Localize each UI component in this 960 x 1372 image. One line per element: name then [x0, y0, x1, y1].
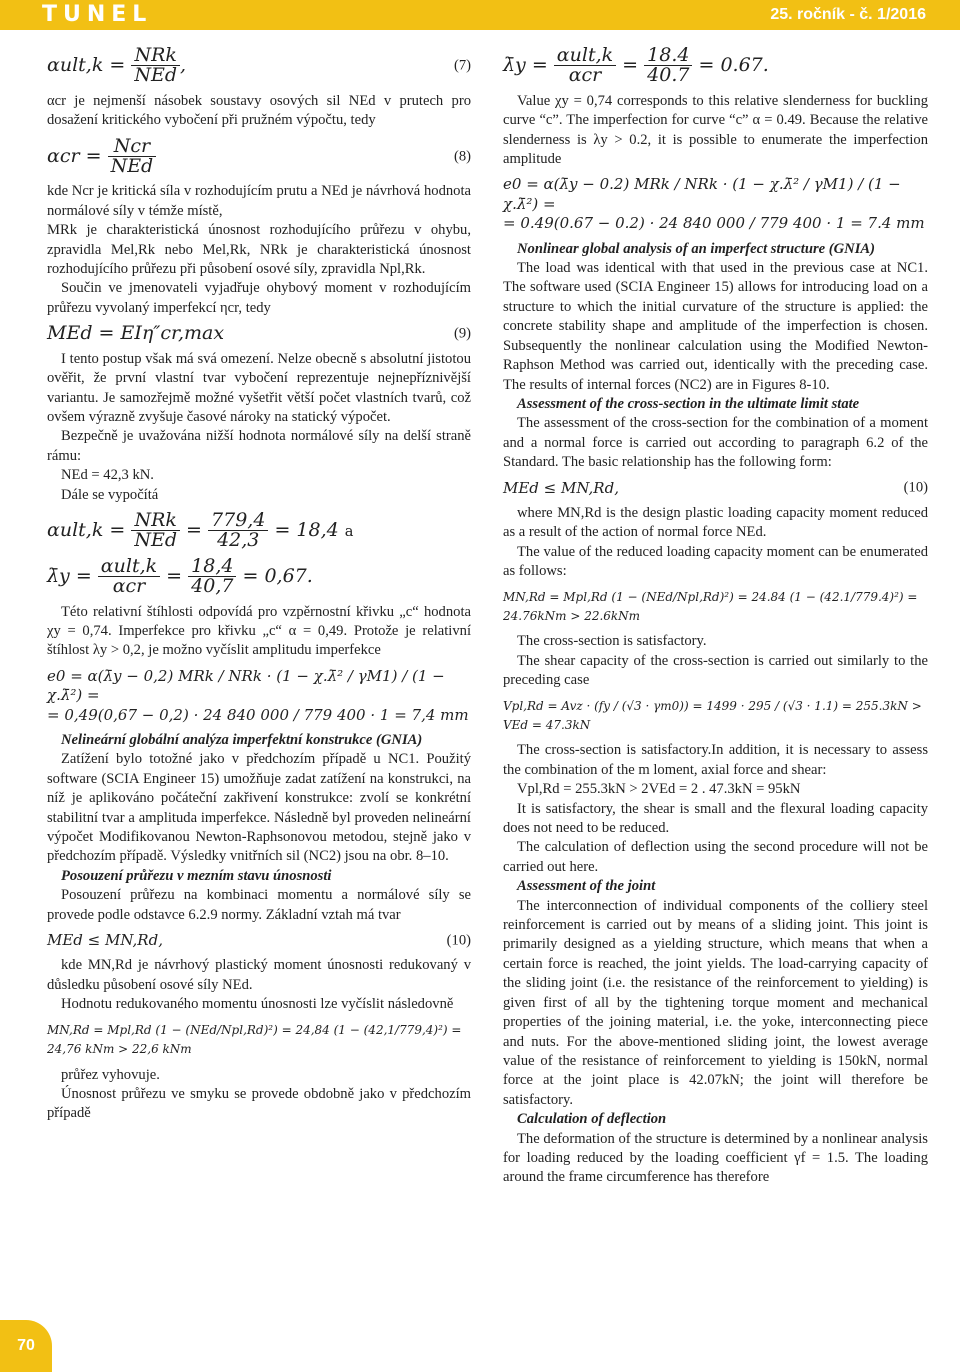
paragraph: The deformation of the structure is determined by a nonlinear analysis for loading reduced by the loading coefficient γf = 1.5. The loading around the frame circumference has therefore	[503, 1130, 928, 1186]
equation-10: MEd ≤ MN,Rd, (10)	[47, 931, 471, 950]
equation-e0: e0 = α(λ̄y − 0,2) MRk / NRk · (1 − χ.λ̄² / γM1) / (1 − χ.λ̄²) = = 0,49(0,67 − 0,2) · 24 840 000 / 779 400 · 1 = 7,4 mm	[47, 666, 469, 724]
paragraph: kde MN,Rd je návrhový plastický moment únosnosti redukovaný v důsledku působení osové síly NEd.	[47, 957, 471, 993]
equation-mnrd: MN,Rd = Mpl,Rd (1 − (NEd/Npl,Rd)²) = 24,84 (1 − (42,1/779,4)²) = 24,76 kNm > 22,6 kNm	[47, 1022, 462, 1057]
paragraph: Bezpečně je uvažována nižší hodnota normálové síly na delší straně rámu:	[47, 428, 471, 464]
equation-mnrd-en: MN,Rd = Mpl,Rd (1 − (NEd/Npl,Rd)²) = 24.84 (1 − (42.1/779.4)²) = 24.76kNm > 22.6kNm	[503, 589, 918, 623]
paragraph: Únosnost průřezu ve smyku se provede obdobně jako v předchozím případě	[47, 1085, 471, 1122]
paragraph: průřez vyhovuje.	[61, 1066, 160, 1083]
right-column	[503, 40, 928, 1188]
paragraph: where MN,Rd is the design plastic loading capacity moment reduced as a result of the action of normal force NEd.	[503, 504, 928, 541]
paragraph: Dále se vypočítá	[61, 486, 159, 503]
section-heading: Nonlinear global analysis of an imperfect structure (GNIA)	[517, 240, 875, 257]
section-heading: Nelineární globální analýza imperfektní konstrukce (GNIA)	[61, 732, 423, 748]
section-heading: Assessment of the cross-section in the ultimate limit state	[517, 395, 860, 412]
paragraph: MRk je charakteristická únosnost rozhodujícího průřezu v ohybu, zpravidla Mel,Rk nebo Mel,Rk, NRk je charakteristická únosnost rozhodujícího průřezu při působení osové síly, zpravidla Npl,Rk.	[47, 222, 471, 278]
page-number: 70	[0, 1320, 52, 1372]
equation-10-en: MEd ≤ MN,Rd, (10)	[503, 478, 928, 497]
paragraph: The cross-section is satisfactory.In addition, it is necessary to assess the combination of the m loment, axial force and shear:	[503, 742, 928, 778]
paragraph: The calculation of deflection using the second procedure will not be carried out here.	[503, 839, 928, 875]
equation-e0-en: e0 = α(λ̄y − 0.2) MRk / NRk · (1 − χ.λ̄² / γM1) / (1 − χ.λ̄²) = = 0.49(0.67 − 0.2) · 24 840 000 / 779 400 · 1 = 7.4 mm	[503, 175, 925, 233]
paragraph: The load was identical with that used in the previous case at NC1. The software used (SCIA Engineer 15) allows for introducing load on a structure to which the initial curvature of the structure is applied: the concrete stability shape and amplitude of the imperfection is chosen. Subsequently the nonlinear calculation using the Modified Newton-Raphson Method was carried out, identically with the preceding case. The results of internal forces (NC2) are in Figures 8-10.	[503, 260, 928, 393]
paragraph: Value χy = 0,74 corresponds to this relative slenderness for buckling curve “c”. The imperfection for curve “c” α = 0.49. Because the relative slenderness is λy > 0.2, it is possible to enumerate the imperfection amplitude	[503, 92, 928, 168]
paragraph: It is satisfactory, the shear is small and the flexural loading capacity does not need to be reduced.	[503, 800, 928, 837]
paragraph: Zatížení bylo totožné jako v předchozím případě u NC1. Použitý software (SCIA Engineer 15) umožňuje zadat zatížení na konstrukci, na níž je aplikováno počáteční zakřivení konstrukce: zvolí se konkrétní stabilitní tvar a amplituda imperfekce. Následně byl proveden nelineární výpočet Modifikovanou Newton-Raphsonovou metodou, stejně jako v předchozím případě. Výsledky vnitřních sil (NC2) jsou na obr. 8–10.	[47, 751, 471, 865]
paragraph: Posouzení průřezu na kombinaci momentu a normálové síly se provede podle odstavce 6.2.9 normy. Základní vztah má tvar	[47, 887, 471, 923]
paragraph: The interconnection of individual components of the colliery steel reinforcement is carried out by means of a sliding joint. This joint is primarily designed as a yielding structure, which means that when a certain force is reached, the joint yields. The load-carrying capacity of the sliding joint (i.e. the resistance of the reinforcement to yielding) is given first of all by the tightening torque moment and mechanical properties of the joining material, i.e. the yoke, interconnecting piece and nuts. For the above-mentioned sliding joint, the lowest average value of the resistance of reinforcement to yielding is 150kN, normal force at the joint place is 42.07kN; the joint will therefore be satisfactory.	[503, 897, 928, 1108]
page-header	[0, 0, 960, 30]
paragraph: αcr je nejmenší násobek soustavy osových sil NEd v prutech pro dosažení kritického vybočení při pružném výpočtu, tedy	[47, 92, 471, 129]
equation-alpha-ult: αult,k = $\frac{\text{NRk}}{\text{NEd}}$ = $\frac{779,4}{42,3}$ = 18,4 a	[47, 508, 354, 552]
paragraph: Této relativní štíhlosti odpovídá pro vzpěrnostní křivku „c“ hodnota χy = 0,74. Imperfekce pro křivku „c“ α = 0,49. Protože je relativní štíhlost λy > 0,2, je možno vyčíslit amplitudu imperfekce	[47, 603, 471, 659]
equation-lambda: λ̄y = $\frac{\text{αult,k}}{\text{αcr}}$ = $\frac{18,4}{40,7}$ = 0,67.	[47, 554, 313, 598]
issue-label: 25. ročník - č. 1/2016	[770, 6, 926, 23]
magazine-logo: TUNEL	[42, 2, 153, 27]
paragraph: Vpl,Rd = 255.3kN > 2VEd = 2 . 47.3kN = 95kN	[517, 781, 801, 798]
equation-lambda-en: λ̄y = $\frac{\text{αult,k}}{\text{αcr}}$ = $\frac{18.4}{40.7}$ = 0.67.	[503, 44, 769, 87]
paragraph: The shear capacity of the cross-section is carried out similarly to the preceding case	[503, 652, 928, 689]
paragraph: The assessment of the cross-section for the combination of a moment and a normal force is carried out according to paragraph 6.2 of the Standard. The basic relationship has the following form:	[503, 415, 928, 471]
equation-vplrd: Vpl,Rd = Avz · (fy / (√3 · γm0)) = 1499 · 295 / (√3 · 1.1) = 255.3kN > VEd = 47.3kN	[503, 698, 922, 732]
paragraph: Součin ve jmenovateli vyjadřuje ohybový moment v rozhodujícím průřezu vyvolaný imperfekcí ηcr, tedy	[47, 280, 471, 316]
section-heading: Calculation of deflection	[517, 1111, 667, 1128]
equation-8: αcr = $\frac{\text{Ncr}}{\text{NEd}}$ (8)	[47, 134, 471, 178]
paragraph: Hodnotu redukovaného momentu únosnosti lze vyčíslit následovně	[61, 996, 454, 1013]
equation-7: αult,k = $\frac{\text{NRk}}{\text{NEd}}$ , (7)	[47, 44, 471, 87]
section-heading: Posouzení průřezu v mezním stavu únosnosti	[61, 867, 332, 884]
paragraph: The cross-section is satisfactory.	[517, 633, 707, 650]
paragraph: NEd = 42,3 kN.	[61, 467, 154, 484]
equation-9: MEd = EIη″cr,max (9)	[47, 322, 471, 345]
paragraph: The value of the reduced loading capacity moment can be enumerated as follows:	[503, 543, 928, 580]
section-heading: Assessment of the joint	[517, 878, 656, 895]
paragraph: I tento postup však má svá omezení. Nelze obecně s absolutní jistotou ověřit, že první vlastní tvar vybočení reprezentuje nejnepříznivější variantu. Je samozřejmě možné vyšetřit větší počet vlastních tvarů, což ovšem výrazně zvyšuje časové nároky na statický výpočet.	[47, 350, 471, 425]
left-column	[47, 40, 471, 1124]
paragraph: kde Ncr je kritická síla v rozhodujícím prutu a NEd je návrhová hodnota normálové síly v témže místě,	[47, 183, 471, 219]
